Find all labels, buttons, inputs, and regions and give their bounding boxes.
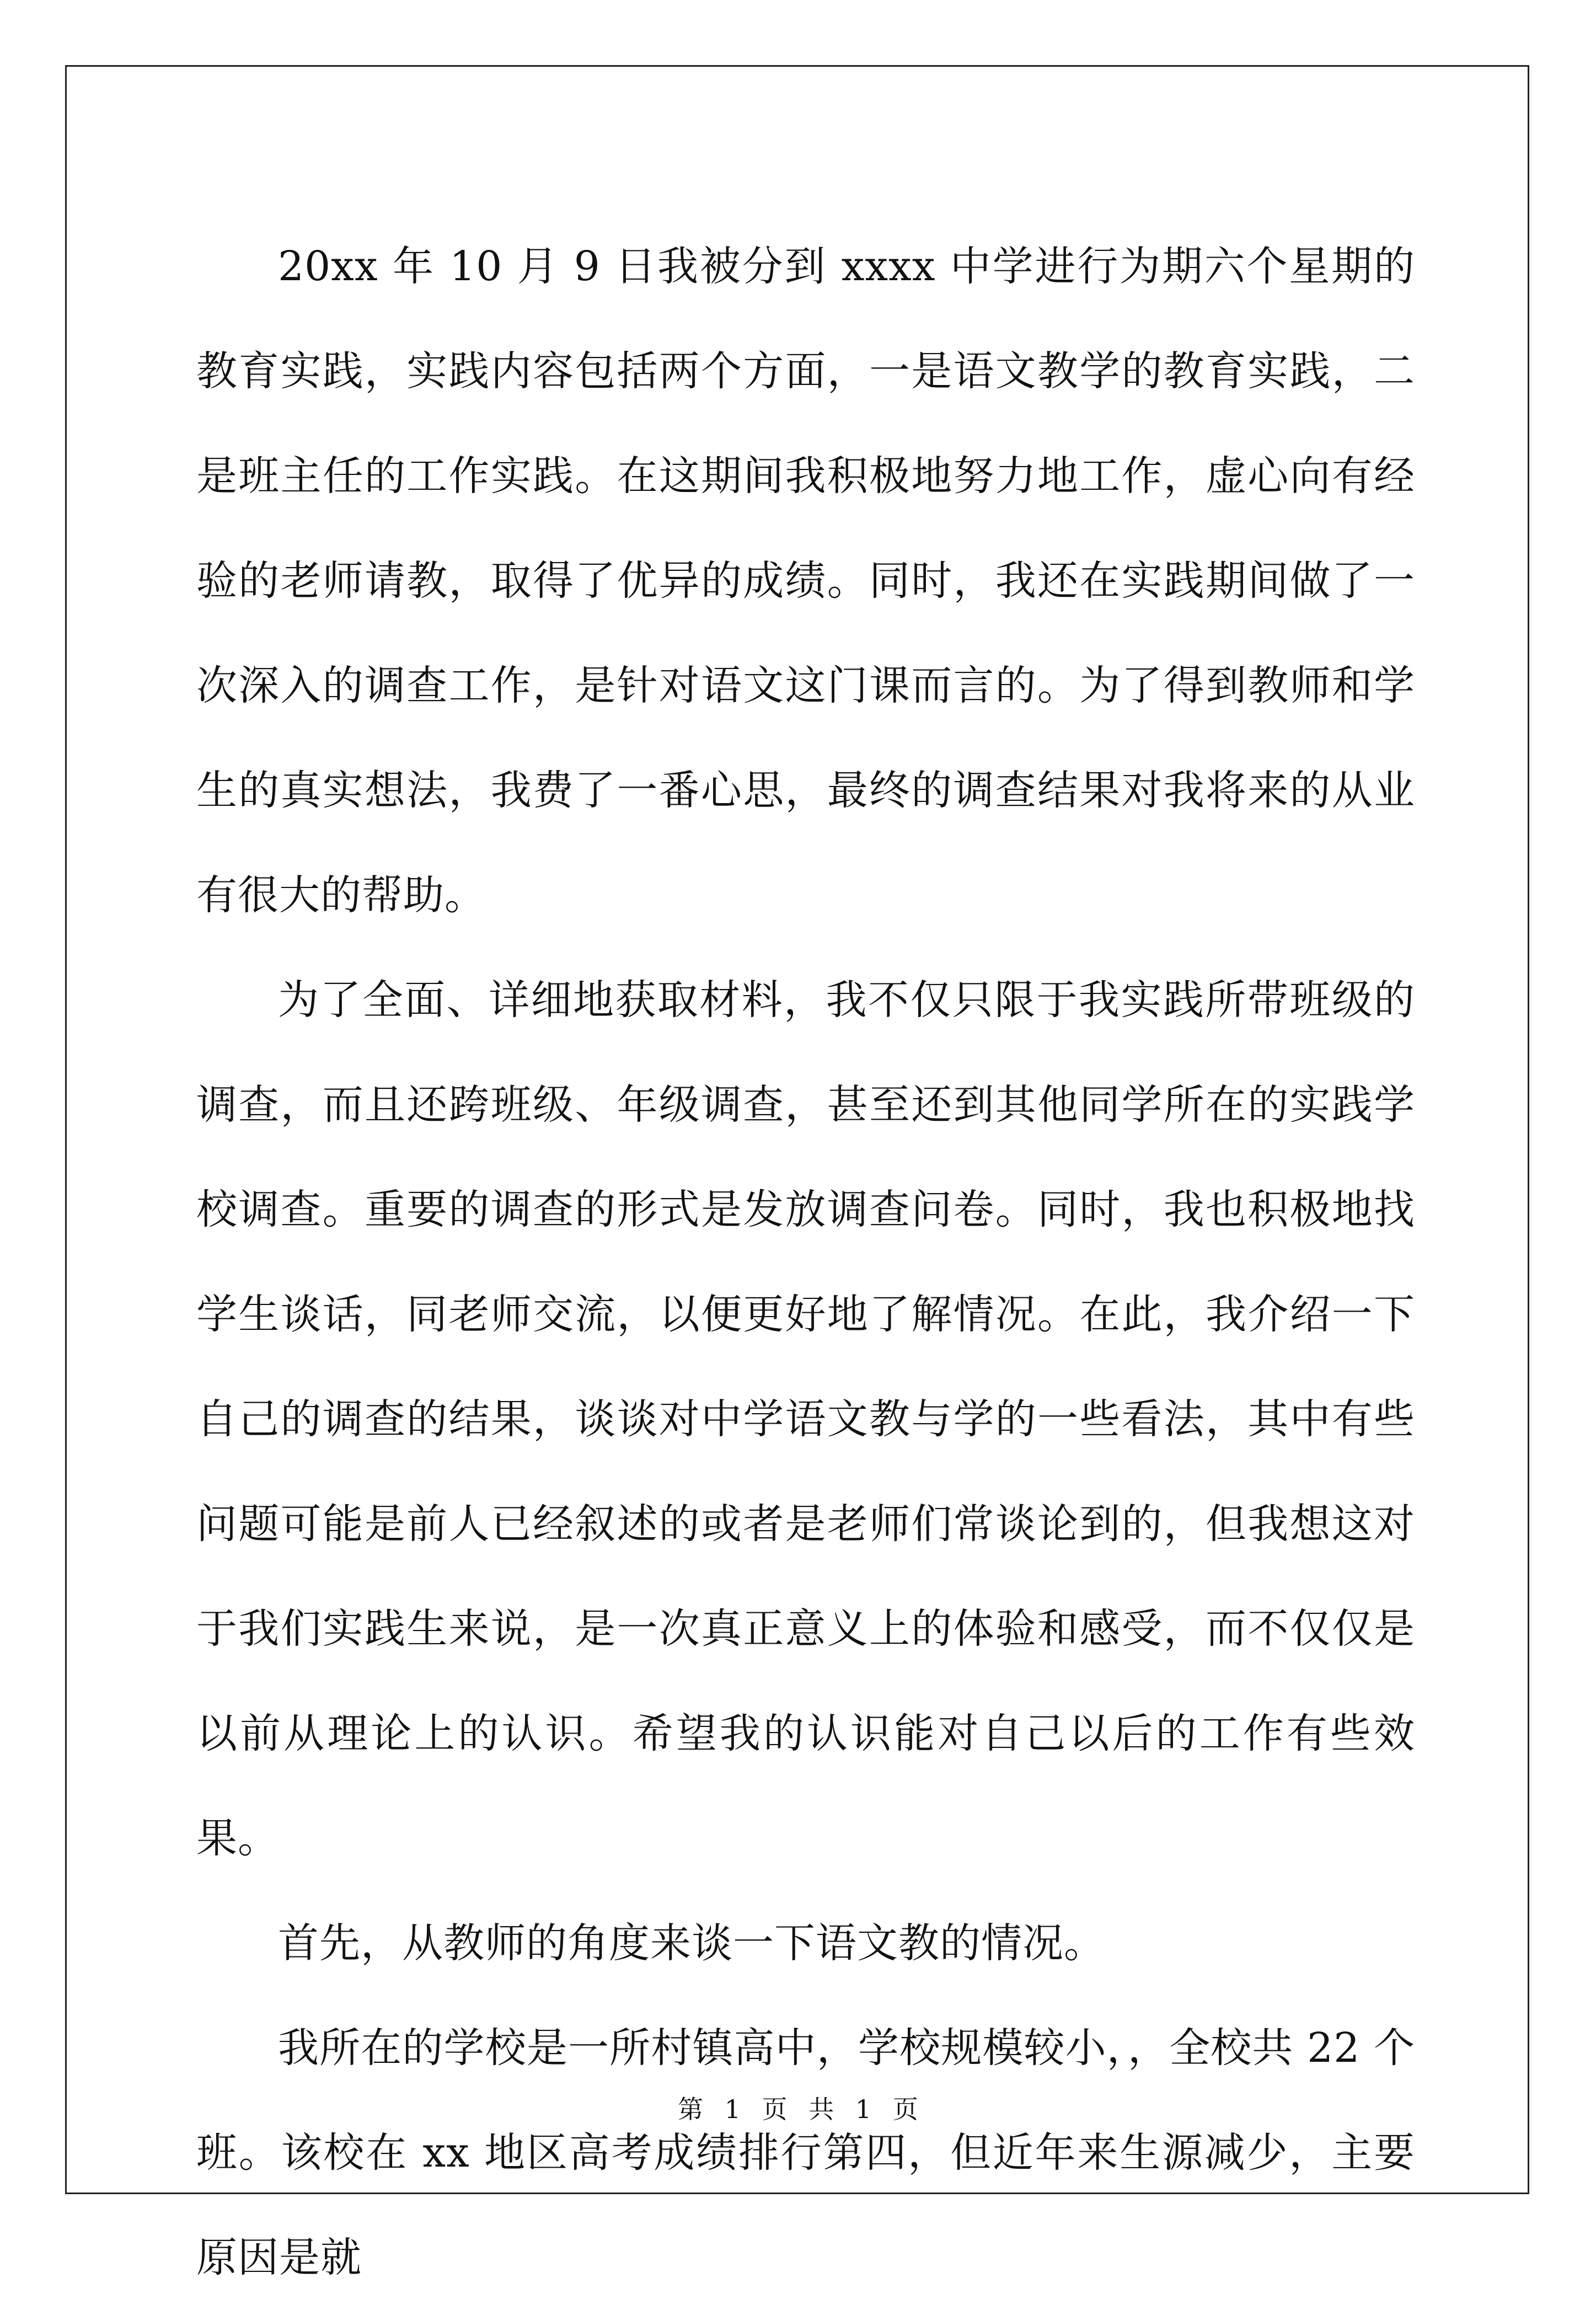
- paragraph-2: 为了全面、详细地获取材料，我不仅只限于我实践所带班级的调查，而且还跨班级、年级调查，甚至还到其他同学所在的实践学校调查。重要的调查的形式是发放调查问卷。同时，我也积极地找学生谈话，同老师交流，以便更好地了解情况。在此，我介绍一下自己的调查的结果，谈谈对中学语文教与学的一些看法，其中有些问题可能是前人已经叙述的或者是老师们常谈论到的，但我想这对于我们实践生来说，是一次真正意义上的体验和感受，而不仅仅是以前从理论上的认识。希望我的认识能对自己以后的工作有些效果。: [196, 976, 1415, 1862]
- page-number-footer: 第 1 页 共 1 页: [678, 2094, 918, 2124]
- paragraph-4: 我所在的学校是一所村镇高中，学校规模较小，，全校共 22 个班。该校在 xx 地区高考成绩排行第四，但近年来生源减少，主要原因是就: [196, 2024, 1415, 2281]
- paragraph-3: 首先，从教师的角度来谈一下语文教的情况。: [278, 1919, 1105, 1967]
- document-body: [196, 214, 1415, 2310]
- paragraph-1: 20xx 年 10 月 9 日我被分到 xxxx 中学进行为期六个星期的教育实践，实践内容包括两个方面，一是语文教学的教育实践，二是班主任的工作实践。在这期间我积极地努力地工作，虚心向有经验的老师请教，取得了优异的成绩。同时，我还在实践期间做了一次深入的调查工作，是针对语文这门课而言的。为了得到教师和学生的真实想法，我费了一番心思，最终的调查结果对我将来的从业有很大的帮助。: [196, 243, 1415, 919]
